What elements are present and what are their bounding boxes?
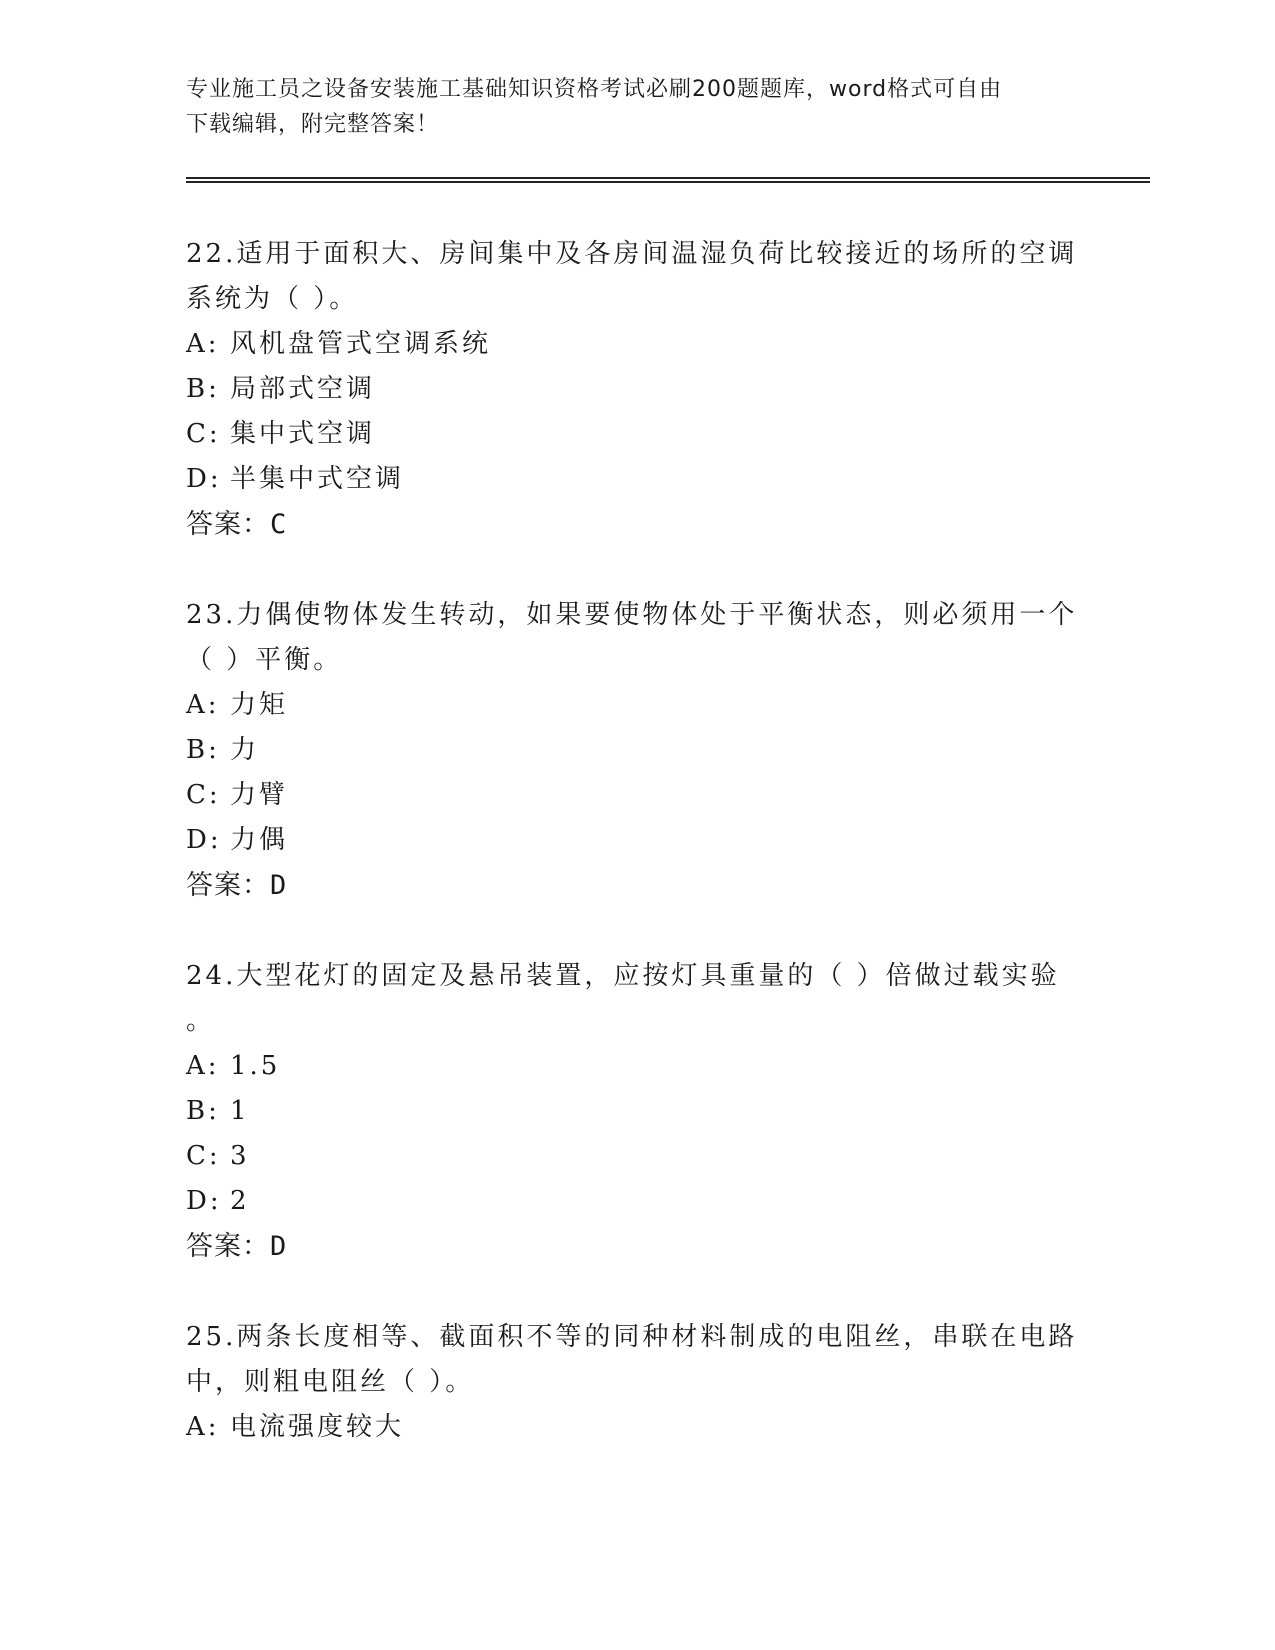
option-letter: C:	[186, 419, 221, 449]
option-text: 1.5	[230, 1051, 281, 1081]
option-letter: C:	[186, 780, 221, 810]
option-d	[186, 1179, 1086, 1224]
option-letter: A:	[186, 1412, 220, 1442]
option-text: 力	[230, 735, 260, 765]
option-text: 电流强度较大	[230, 1412, 405, 1442]
question-text: 23.力偶使物体发生转动，如果要使物体处于平衡状态，则必须用一个	[186, 600, 1078, 630]
question-24	[186, 954, 1086, 1270]
option-text: 力偶	[230, 825, 289, 855]
question-23	[186, 593, 1086, 909]
option-d	[186, 818, 1086, 863]
answer-label: 答案：	[186, 1231, 270, 1262]
option-text: 1	[230, 1096, 250, 1126]
option-d	[186, 457, 1086, 502]
answer-label: 答案：	[186, 509, 270, 540]
document-header	[186, 72, 1066, 142]
option-letter: A:	[186, 690, 220, 720]
option-b	[186, 1089, 1086, 1134]
question-text-continued: 系统为（ ）。	[186, 284, 359, 314]
answer-label: 答案：	[186, 870, 270, 901]
option-letter: B:	[186, 1096, 220, 1126]
option-b	[186, 728, 1086, 773]
option-letter: B:	[186, 374, 220, 404]
answer-value: C	[270, 509, 288, 540]
question-text: 24.大型花灯的固定及悬吊装置，应按灯具重量的（ ）倍做过载实验	[186, 961, 1060, 991]
option-a	[186, 322, 1086, 367]
header-line-2: 下载编辑，附完整答案！	[186, 112, 440, 137]
question-list	[186, 232, 1086, 1495]
question-text-continued: 中，则粗电阻丝（ ）。	[186, 1367, 475, 1397]
option-b	[186, 367, 1086, 412]
option-text: 风机盘管式空调系统	[230, 329, 492, 359]
option-letter: C:	[186, 1141, 221, 1171]
answer-value: D	[270, 1231, 288, 1262]
header-line-1: 专业施工员之设备安装施工基础知识资格考试必刷200题题库，word格式可自由	[186, 77, 1003, 102]
question-text-continued: （ ）平衡。	[186, 645, 343, 675]
question-text: 22.适用于面积大、房间集中及各房间温湿负荷比较接近的场所的空调	[186, 239, 1078, 269]
option-letter: D:	[186, 825, 222, 855]
option-text: 力臂	[230, 780, 289, 810]
answer	[186, 502, 1086, 548]
option-c	[186, 412, 1086, 457]
option-a	[186, 683, 1086, 728]
option-text: 局部式空调	[230, 374, 376, 404]
answer	[186, 1224, 1086, 1270]
option-text: 3	[230, 1141, 250, 1171]
option-letter: D:	[186, 1186, 222, 1216]
question-text-continued: 。	[186, 1006, 216, 1036]
option-text: 2	[230, 1186, 250, 1216]
question-25	[186, 1315, 1086, 1450]
question-22	[186, 232, 1086, 548]
option-text: 力矩	[230, 690, 289, 720]
option-letter: A:	[186, 329, 220, 359]
option-letter: D:	[186, 464, 222, 494]
option-text: 半集中式空调	[230, 464, 405, 494]
option-letter: B:	[186, 735, 220, 765]
option-text: 集中式空调	[230, 419, 376, 449]
option-a	[186, 1405, 1086, 1450]
option-c	[186, 773, 1086, 818]
option-a	[186, 1044, 1086, 1089]
question-text: 25.两条长度相等、截面积不等的同种材料制成的电阻丝，串联在电路	[186, 1322, 1078, 1352]
answer	[186, 863, 1086, 909]
answer-value: D	[270, 870, 288, 901]
header-divider	[186, 177, 1150, 183]
option-c	[186, 1134, 1086, 1179]
option-letter: A:	[186, 1051, 220, 1081]
